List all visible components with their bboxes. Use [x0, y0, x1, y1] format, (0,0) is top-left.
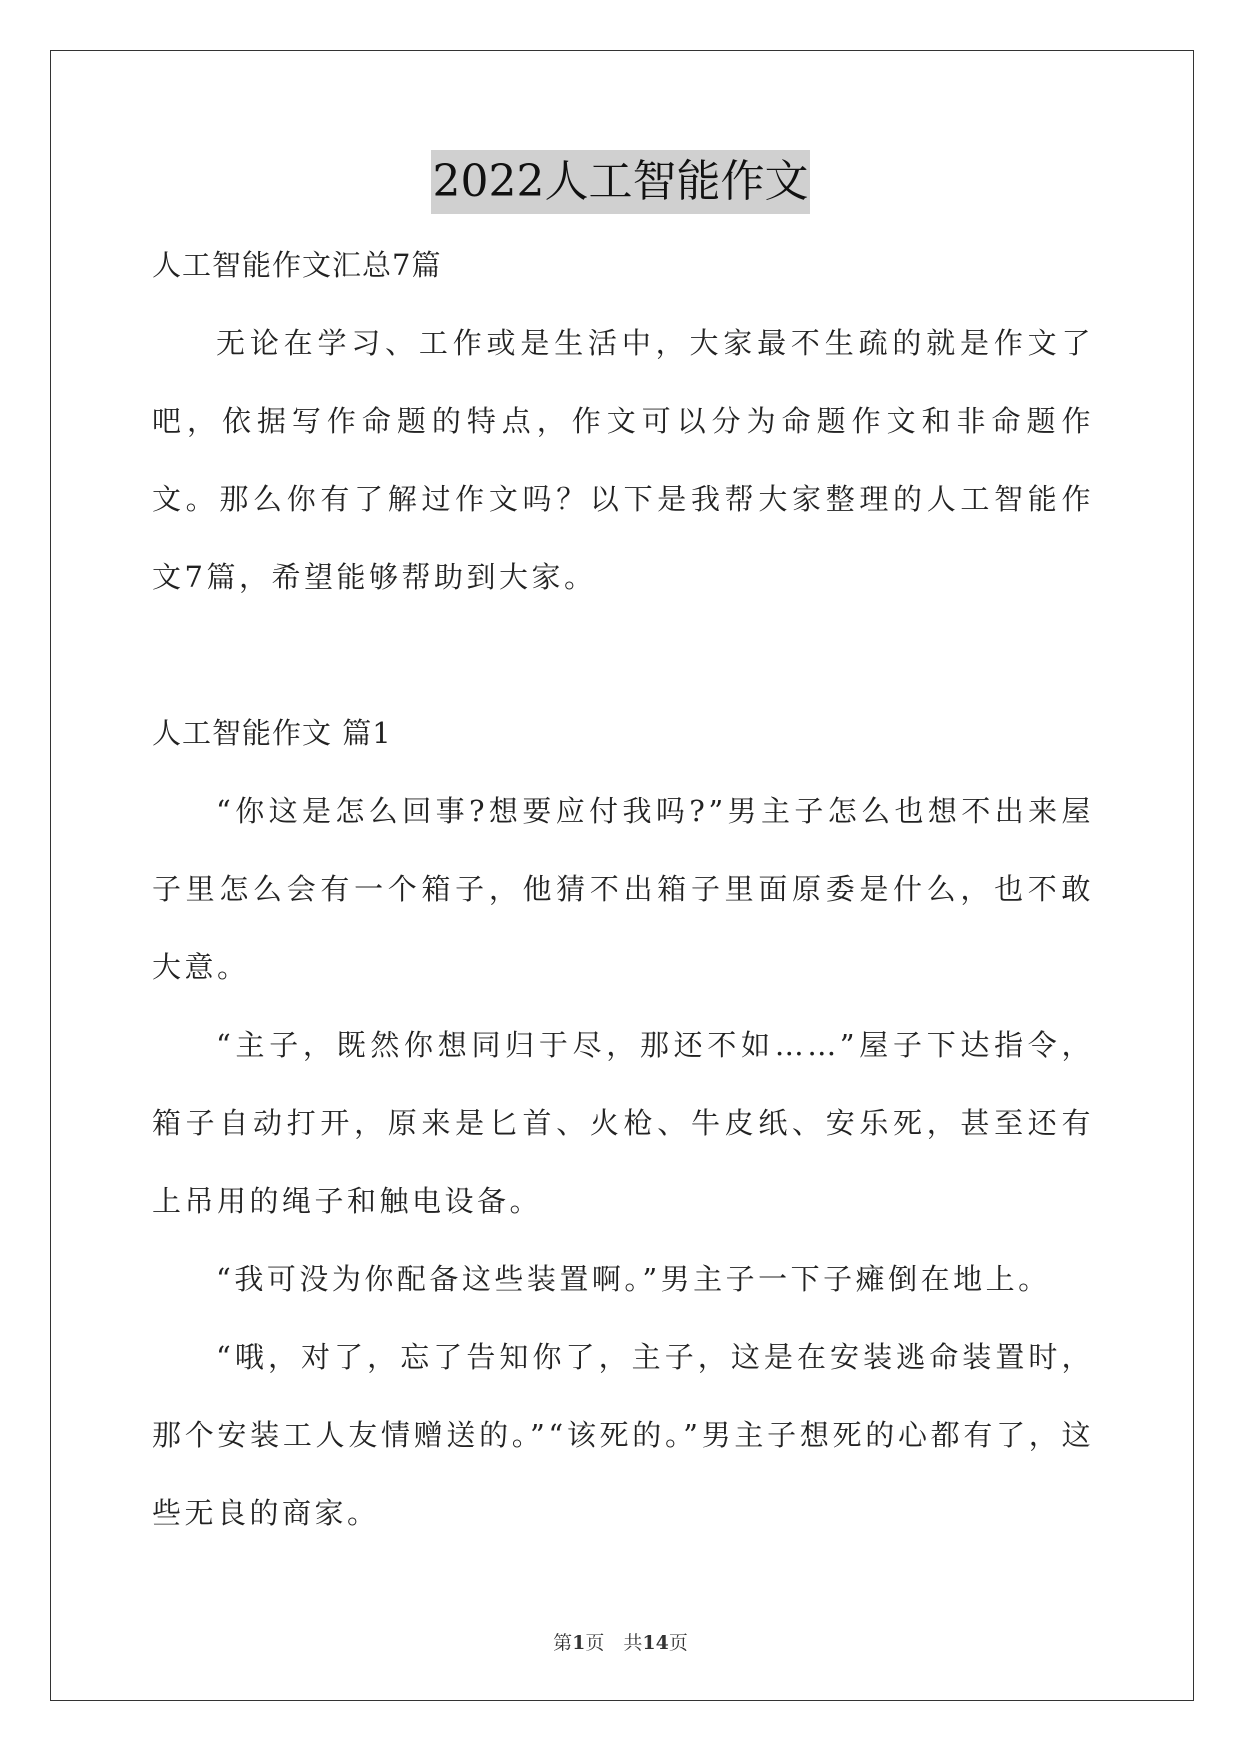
body-paragraph: “哦，对了，忘了告知你了，主子，这是在安装逃命装置时，那个安装工人友情赠送的。”“该死的。”男主子想死的心都有了，这些无良的商家。: [152, 1340, 1094, 1530]
section-heading: 人工智能作文 篇1: [152, 716, 392, 750]
body-paragraph: “主子，既然你想同归于尽，那还不如……”屋子下达指令，箱子自动打开，原来是匕首、火枪、牛皮纸、安乐死，甚至还有上吊用的绳子和触电设备。: [152, 1028, 1094, 1218]
section-gap: [152, 616, 1094, 694]
body-paragraph: “我可没为你配备这些装置啊。”男主子一下子瘫倒在地上。: [216, 1262, 1051, 1296]
document-subtitle: 人工智能作文汇总7篇: [152, 248, 442, 282]
page-prefix: 第: [553, 1632, 573, 1654]
page-mid: 页 共: [585, 1632, 643, 1654]
page-current: 1: [572, 1632, 586, 1654]
document-body: [152, 226, 1094, 1552]
page-footer: [0, 1630, 1241, 1656]
body-paragraph: “你这是怎么回事?想要应付我吗?”男主子怎么也想不出来屋子里怎么会有一个箱子，他猜不出箱子里面原委是什么，也不敢大意。: [152, 794, 1094, 984]
title-container: [0, 150, 1241, 214]
intro-paragraph: 无论在学习、工作或是生活中，大家最不生疏的就是作文了吧，依据写作命题的特点，作文可以分为命题作文和非命题作文。那么你有了解过作文吗？以下是我帮大家整理的人工智能作文7篇，希望能够帮助到大家。: [152, 326, 1094, 594]
page-total: 14: [642, 1632, 669, 1654]
page-suffix: 页: [668, 1632, 688, 1654]
document-title: 2022人工智能作文: [431, 150, 811, 214]
